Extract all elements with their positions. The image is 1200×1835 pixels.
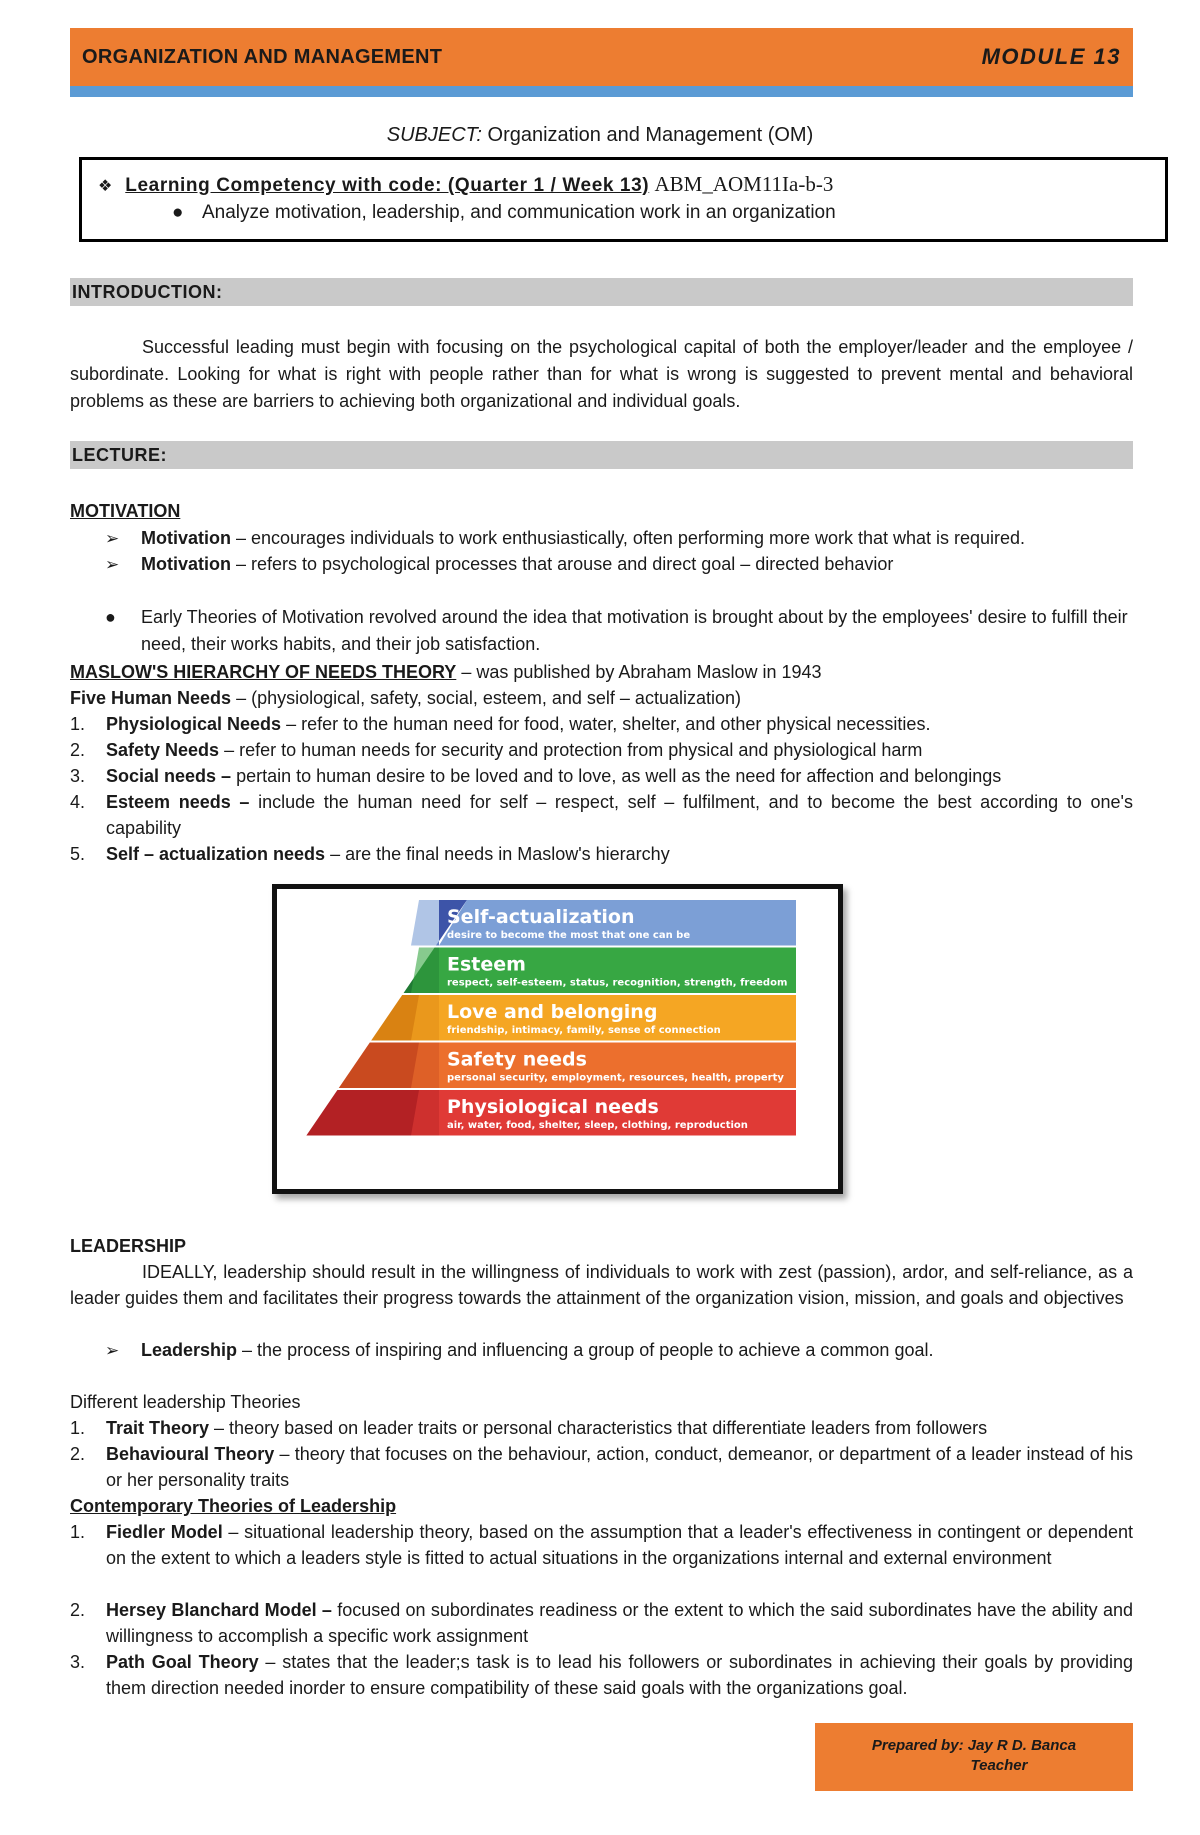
- maslow-heading: MASLOW'S HIERARCHY OF NEEDS THEORY: [70, 662, 457, 682]
- contemporary-item: [70, 1597, 1133, 1649]
- need-number: 1.: [70, 714, 86, 734]
- contemporary-term: Hersey Blanchard Model –: [106, 1600, 332, 1620]
- subject-value: Organization and Management (OM): [487, 124, 814, 146]
- motivation-text: – refers to psychological processes that arouse and direct goal – directed behavior: [231, 554, 894, 574]
- need-number: 5.: [70, 844, 86, 864]
- theory-number: 1.: [70, 1418, 86, 1438]
- maslow-pyramid-figure: [272, 884, 843, 1194]
- contemporary-item: [70, 1519, 1133, 1571]
- theory-item: [70, 1441, 1133, 1493]
- contemporary-number: 2.: [70, 1600, 86, 1620]
- pyramid-level-subtitle: desire to become the most that one can be: [447, 930, 691, 941]
- leadership-heading: LEADERSHIP: [70, 1236, 187, 1256]
- early-theories-bullet: [105, 604, 1133, 658]
- need-term: Self – actualization needs: [106, 844, 326, 864]
- lecture-bar: [70, 441, 1133, 469]
- competency-box: [79, 157, 1168, 242]
- pyramid-level-title: Self-actualization: [447, 906, 635, 928]
- introduction-heading: INTRODUCTION:: [72, 282, 223, 302]
- need-text: – refer to human needs for security and protection from physical and physiological harm: [219, 740, 923, 760]
- bullet-icon: ●: [172, 202, 184, 223]
- subject-label: SUBJECT:: [386, 124, 482, 146]
- pyramid-level-subtitle: respect, self-esteem, status, recognition, strength, freedom: [447, 977, 788, 989]
- need-number: 3.: [70, 766, 86, 786]
- theory-term: Trait Theory: [106, 1418, 210, 1438]
- competency-label: Learning Competency with code: (Quarter 1 / Week 13): [125, 175, 650, 196]
- leadership-text: IDEALLY, leadership should result in the willingness of individuals to work with zest (passion), ardor, and self-reliance, as a leader guides them and facilitates their progress towards the attainment of the organization vision, mission, and goals and objectives: [70, 1262, 1133, 1308]
- competency-code: ABM_AOM11Ia-b-3: [654, 172, 834, 196]
- need-item: [70, 711, 1133, 737]
- contemporary-text: focused on subordinates readiness or the extent to which the said subordinates have the ability and willingness to accomplish a specific work assignment: [106, 1600, 1133, 1646]
- theory-term: Behavioural Theory: [106, 1444, 275, 1464]
- prepared-by-box: [815, 1723, 1133, 1791]
- contemporary-heading: Contemporary Theories of Leadership: [70, 1496, 397, 1516]
- leadership-term: Leadership: [141, 1340, 238, 1360]
- pyramid-level-title: Love and belonging: [447, 1001, 658, 1023]
- need-number: 2.: [70, 740, 86, 760]
- arrow-bullet-icon: ➢: [105, 1341, 120, 1360]
- motivation-item-2: [105, 551, 893, 578]
- competency-item: [172, 202, 836, 224]
- lecture-heading: LECTURE:: [72, 445, 167, 465]
- need-item: [70, 737, 1133, 763]
- five-needs-label: Five Human Needs: [70, 688, 232, 708]
- prepared-by: Prepared by: Jay R D. Banca: [871, 1737, 1077, 1754]
- diamond-bullet-icon: ❖: [98, 178, 113, 195]
- five-needs-line: [70, 685, 741, 711]
- subject-line: [0, 124, 1200, 147]
- pyramid-level-subtitle: air, water, food, shelter, sleep, clothing, reproduction: [447, 1120, 748, 1131]
- contemporary-number: 1.: [70, 1522, 86, 1542]
- motivation-term: Motivation: [141, 528, 231, 548]
- need-text: include the human need for self – respect, self – fulfilment, and to become the best according to one's capability: [106, 792, 1133, 838]
- arrow-bullet-icon: ➢: [105, 529, 120, 548]
- motivation-term: Motivation: [141, 554, 231, 574]
- theory-text: – theory that focuses on the behaviour, action, conduct, demeanor, or department of a leader instead of his or her personality traits: [106, 1444, 1133, 1490]
- need-term: Social needs –: [106, 766, 232, 786]
- five-needs-rest: – (physiological, safety, social, esteem, and self – actualization): [231, 688, 741, 708]
- need-item: [70, 763, 1133, 789]
- prepared-by-role: Teacher: [970, 1757, 1028, 1774]
- need-term: Safety Needs: [106, 740, 220, 760]
- theory-item: [70, 1415, 1133, 1441]
- contemporary-text: – states that the leader;s task is to lead his followers or subordinates in achieving their goals by providing them direction needed inorder to ensure compatibility of these said goals with the organizations goal.: [106, 1652, 1134, 1698]
- need-text: – are the final needs in Maslow's hierarchy: [325, 844, 670, 864]
- pyramid-level-title: Safety needs: [447, 1048, 587, 1071]
- arrow-bullet-icon: ➢: [105, 555, 120, 574]
- introduction-text: Successful leading must begin with focusing on the psychological capital of both the employer/leader and the employee / subordinate. Looking for what is right with people rather than for what is wrong is suggested to prevent mental and behavioral problems as these are barriers to achieving both organizational and individual goals.: [70, 337, 1133, 411]
- need-term: Esteem needs –: [106, 792, 250, 812]
- maslow-heading-line: [70, 659, 822, 685]
- pyramid-blend: [411, 900, 439, 946]
- pyramid-blend: [411, 948, 439, 994]
- header-title: ORGANIZATION AND MANAGEMENT: [82, 46, 443, 68]
- contemporary-term: Path Goal Theory: [106, 1652, 259, 1672]
- header-bar: [70, 28, 1133, 86]
- motivation-heading: MOTIVATION: [70, 501, 181, 521]
- motivation-text: – encourages individuals to work enthusiastically, often performing more work that what is required.: [231, 528, 1026, 548]
- maslow-pyramid: [277, 889, 838, 1189]
- need-number: 4.: [70, 792, 86, 812]
- contemporary-term: Fiedler Model: [106, 1522, 223, 1542]
- pyramid-level-title: Esteem: [447, 953, 526, 976]
- header-stripe: [70, 86, 1133, 97]
- leadership-def-text: – the process of inspiring and influencing a group of people to achieve a common goal.: [237, 1340, 934, 1360]
- contemporary-item: [70, 1649, 1133, 1701]
- introduction-bar: [70, 278, 1133, 306]
- pyramid-level-subtitle: friendship, intimacy, family, sense of connection: [447, 1025, 721, 1036]
- maslow-heading-rest: – was published by Abraham Maslow in 1943: [456, 662, 822, 682]
- pyramid-level-title: Physiological needs: [447, 1096, 659, 1118]
- pyramid-level-subtitle: personal security, employment, resources, health, property: [447, 1072, 784, 1084]
- theory-text: – theory based on leader traits or personal characteristics that differentiate leaders from followers: [209, 1418, 988, 1438]
- theories-label: Different leadership Theories: [70, 1392, 301, 1412]
- early-theories-text: Early Theories of Motivation revolved around the idea that motivation is brought about by the employees' desire to fulfill their need, their works habits, and their job satisfaction.: [141, 607, 1128, 654]
- need-text: – refer to the human need for food, water, shelter, and other physical necessities.: [281, 714, 931, 734]
- leadership-definition: [105, 1337, 933, 1364]
- contemporary-number: 3.: [70, 1652, 86, 1672]
- motivation-item-1: [105, 525, 1025, 552]
- contemporary-text: – situational leadership theory, based on the assumption that a leader's effectiveness in contingent or dependent on the extent to which a leaders style is fitted to actual situations in the organizations internal and external environment: [106, 1522, 1133, 1568]
- need-item: [70, 841, 1133, 867]
- need-text: pertain to human desire to be loved and to love, as well as the need for affection and belongings: [231, 766, 1002, 786]
- need-item: [70, 789, 1133, 841]
- theory-number: 2.: [70, 1444, 86, 1464]
- competency-line: [98, 172, 833, 197]
- header-module: MODULE 13: [981, 44, 1121, 69]
- competency-item-text: Analyze motivation, leadership, and communication work in an organization: [202, 202, 836, 223]
- bullet-icon: ●: [105, 607, 116, 627]
- need-term: Physiological Needs: [106, 714, 282, 734]
